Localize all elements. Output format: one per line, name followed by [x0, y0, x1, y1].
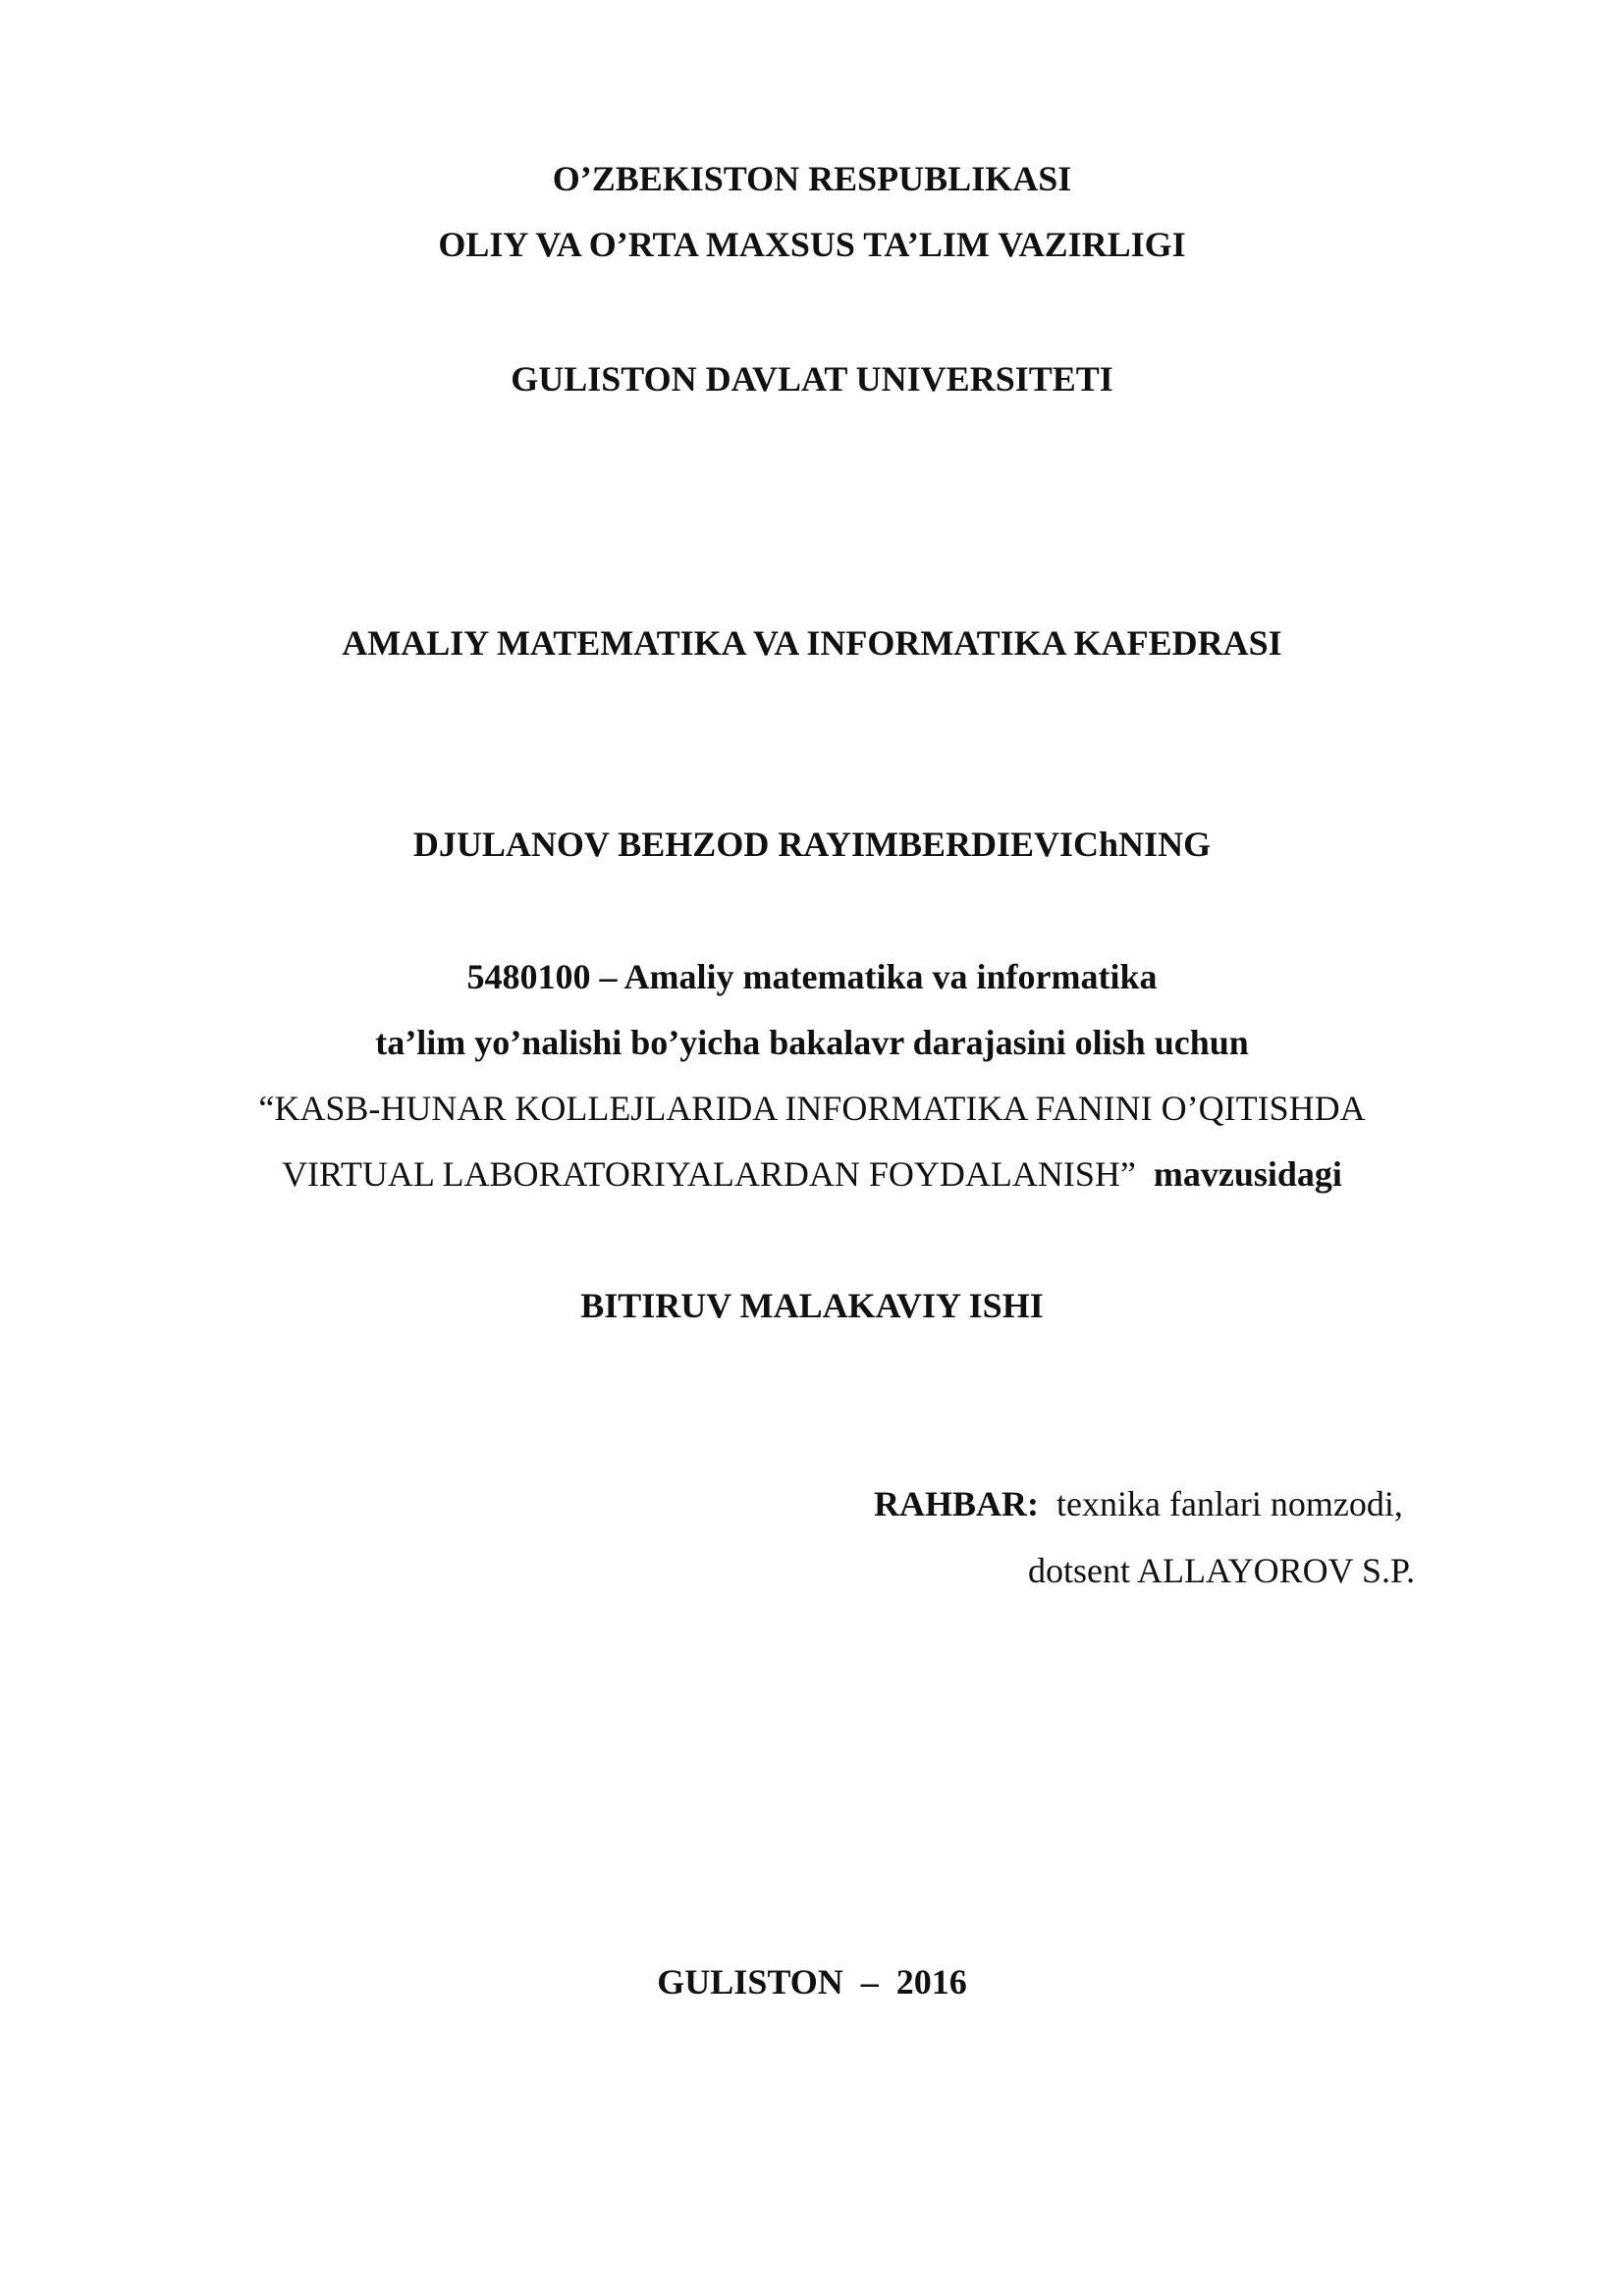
program-line-2: ta’lim yo’nalishi bo’yicha bakalavr darajasini olish uchun	[375, 1023, 1249, 1062]
department-heading: AMALIY MATEMATIKA VA INFORMATIKA KAFEDRASI	[342, 623, 1282, 663]
topic-suffix: mavzusidagi	[1153, 1154, 1342, 1194]
ministry-heading: OLIY VA O’RTA MAXSUS TA’LIM VAZIRLIGI	[438, 225, 1186, 264]
work-type-heading: BITIRUV MALAKAVIY ISHI	[580, 1286, 1044, 1325]
supervisor-label: RAHBAR:	[874, 1484, 1039, 1523]
footer-dash: –	[860, 1962, 879, 2002]
supervisor-name: dotsent ALLAYOROV S.P.	[1028, 1551, 1416, 1590]
university-heading: GULISTON DAVLAT UNIVERSITETI	[511, 359, 1113, 399]
program-line-1: 5480100 – Amaliy matematika va informatika	[466, 957, 1158, 996]
supervisor-line-1	[874, 1482, 1403, 1525]
student-name: DJULANOV BEHZOD RAYIMBERDIEVIChNING	[412, 825, 1212, 864]
supervisor-degree: texnika fanlari nomzodi,	[1056, 1484, 1403, 1523]
topic-line-2-wrapper	[0, 1152, 1624, 1196]
republic-heading: O’ZBEKISTON RESPUBLIKASI	[552, 159, 1072, 198]
topic-line-2: VIRTUAL LABORATORIYALARDAN FOYDALANISH”	[282, 1154, 1136, 1194]
footer-city-year	[0, 1960, 1624, 2003]
footer-year: 2016	[895, 1962, 967, 2002]
footer-city: GULISTON	[657, 1962, 843, 2002]
topic-line-1: “KASB-HUNAR KOLLEJLARIDA INFORMATIKA FANINI O’QITISHDA	[258, 1089, 1366, 1128]
